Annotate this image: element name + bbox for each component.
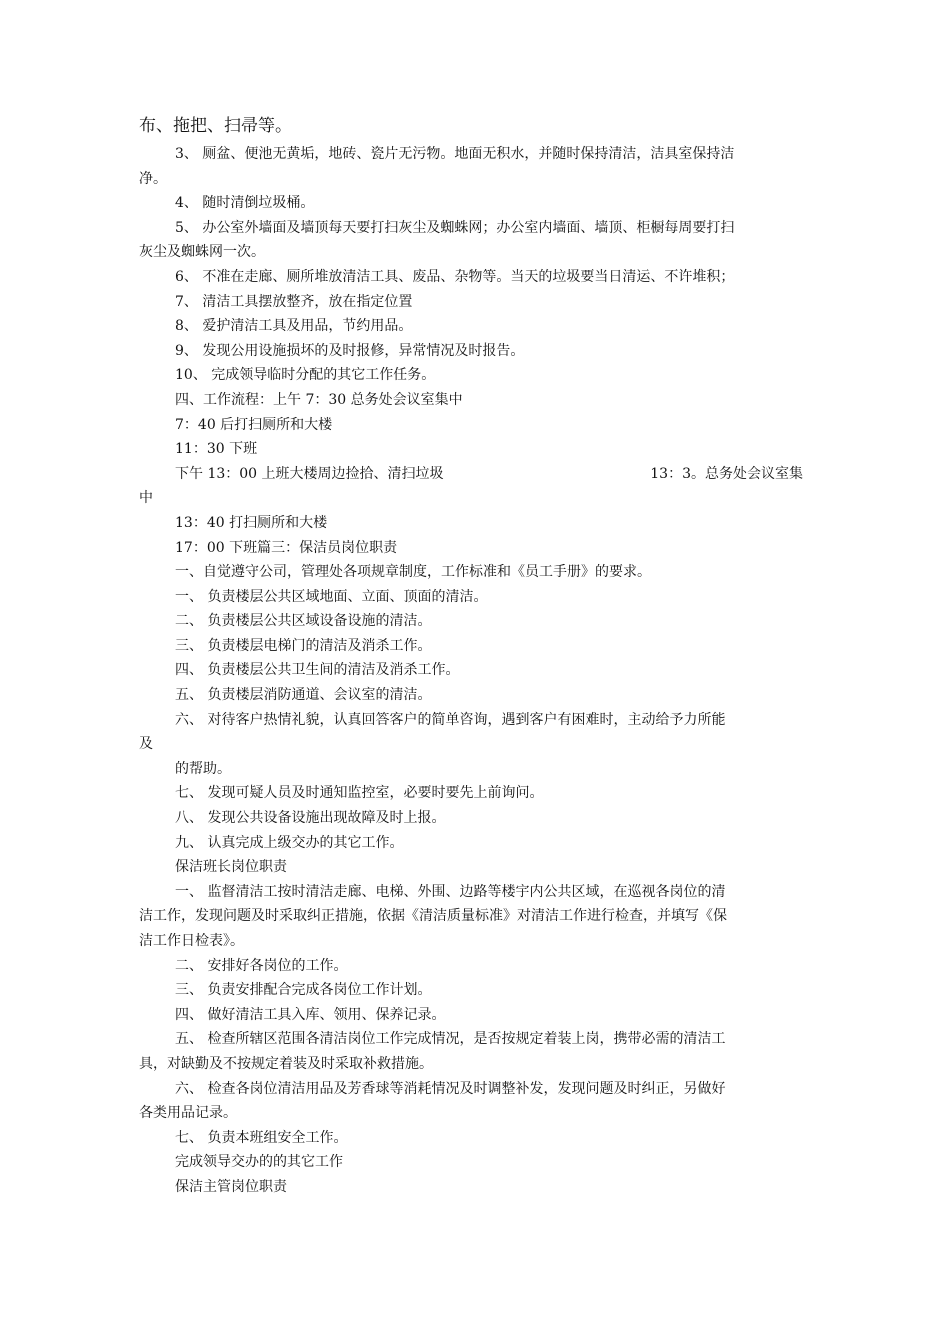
text-line: 四、 负责楼层公共卫生间的清洁及消杀工作。: [175, 662, 460, 679]
schedule-line-right: 13：3。总务处会议室集: [650, 465, 803, 482]
text-line: 中: [139, 490, 153, 507]
text-line: 13：40 打扫厕所和大楼: [175, 514, 328, 531]
text-line: 二、 安排好各岗位的工作。: [175, 957, 348, 974]
text-line: 各类用品记录。: [139, 1105, 237, 1122]
schedule-line: [139, 462, 819, 487]
text-line: 三、 负责安排配合完成各岗位工作计划。: [175, 982, 432, 999]
text-line: 11：30 下班: [175, 441, 258, 458]
text-line: 完成领导交办的的其它工作: [175, 1154, 343, 1171]
text-line: 17：00 下班篇三：保洁员岗位职责: [175, 539, 398, 556]
text-line: 灰尘及蜘蛛网一次。: [139, 244, 265, 261]
text-line: 具，对缺勤及不按规定着装及时采取补救措施。: [139, 1055, 433, 1072]
text-line: 九、 认真完成上级交办的其它工作。: [175, 834, 404, 851]
text-line: 3、 厕盆、便池无黄垢，地砖、瓷片无污物。地面无积水，并随时保持清洁，洁具室保持洁: [175, 146, 735, 162]
document-body: [139, 113, 819, 1200]
text-line: 6、 不准在走廊、厕所堆放清洁工具、废品、杂物等。当天的垃圾要当日清运、不许堆积；: [175, 268, 735, 285]
text-line: 一、 负责楼层公共区域地面、立面、顶面的清洁。: [175, 588, 488, 605]
text-line: 六、 检查各岗位清洁用品及芳香球等消耗情况及时调整补发，发现问题及时纠正，另做好: [175, 1080, 726, 1097]
text-line: 7：40 后打扫厕所和大楼: [175, 416, 333, 433]
text-line: 的帮助。: [175, 760, 231, 777]
text-line: 净。: [139, 170, 167, 187]
text-line: 5、 办公室外墙面及墙顶每天要打扫灰尘及蜘蛛网；办公室内墙面、墙顶、柜橱每周要打扫: [175, 219, 735, 236]
text-line: 六、 对待客户热情礼貌，认真回答客户的简单咨询，遇到客户有困难时，主动给予力所能: [175, 711, 726, 728]
text-line: 三、 负责楼层电梯门的清洁及消杀工作。: [175, 637, 432, 654]
text-line: 9、 发现公用设施损坏的及时报修，异常情况及时报告。: [175, 342, 525, 359]
text-line: 及: [139, 736, 153, 753]
text-line: 一、自觉遵守公司，管理处各项规章制度，工作标准和《员工手册》的要求。: [175, 564, 651, 581]
text-line: 七、 发现可疑人员及时通知监控室，必要时要先上前询问。: [175, 785, 544, 802]
text-line: 7、 清洁工具摆放整齐，放在指定位置: [175, 293, 413, 310]
text-line: 七、 负责本班组安全工作。: [175, 1129, 348, 1146]
schedule-line-left: 下午 13：00 上班大楼周边捡拾、清扫垃圾: [175, 465, 444, 482]
text-line: 八、 发现公共设备设施出现故障及时上报。: [175, 810, 446, 827]
text-line: 洁工作日检表》。: [139, 933, 244, 949]
text-line: 一、 监督清洁工按时清洁走廊、电梯、外围、边路等楼宇内公共区域，在巡视各岗位的清: [175, 883, 726, 900]
text-line: 保洁班长岗位职责: [175, 859, 287, 876]
text-line: 四、工作流程：上午 7：30 总务处会议室集中: [175, 391, 463, 408]
text-line: 保洁主管岗位职责: [175, 1178, 287, 1195]
text-line: 四、 做好清洁工具入库、领用、保养记录。: [175, 1006, 446, 1023]
text-line: 洁工作，发现问题及时采取纠正措施，依据《清洁质量标准》对清洁工作进行检查，并填写《保: [139, 908, 727, 925]
first-line: 布、拖把、扫帚等。: [139, 116, 292, 136]
text-line: 五、 检查所辖区范围各清洁岗位工作完成情况，是否按规定着装上岗，携带必需的清洁工: [175, 1031, 726, 1048]
text-block-1: [139, 142, 819, 462]
text-line: 8、 爱护清洁工具及用品，节约用品。: [175, 318, 413, 335]
text-line: 二、 负责楼层公共区域设备设施的清洁。: [175, 613, 432, 630]
text-line: 10、 完成领导临时分配的其它工作任务。: [175, 367, 436, 384]
text-line: 4、 随时清倒垃圾桶。: [175, 195, 315, 212]
text-block-2: [139, 486, 819, 1199]
text-line: 五、 负责楼层消防通道、会议室的清洁。: [175, 687, 432, 704]
